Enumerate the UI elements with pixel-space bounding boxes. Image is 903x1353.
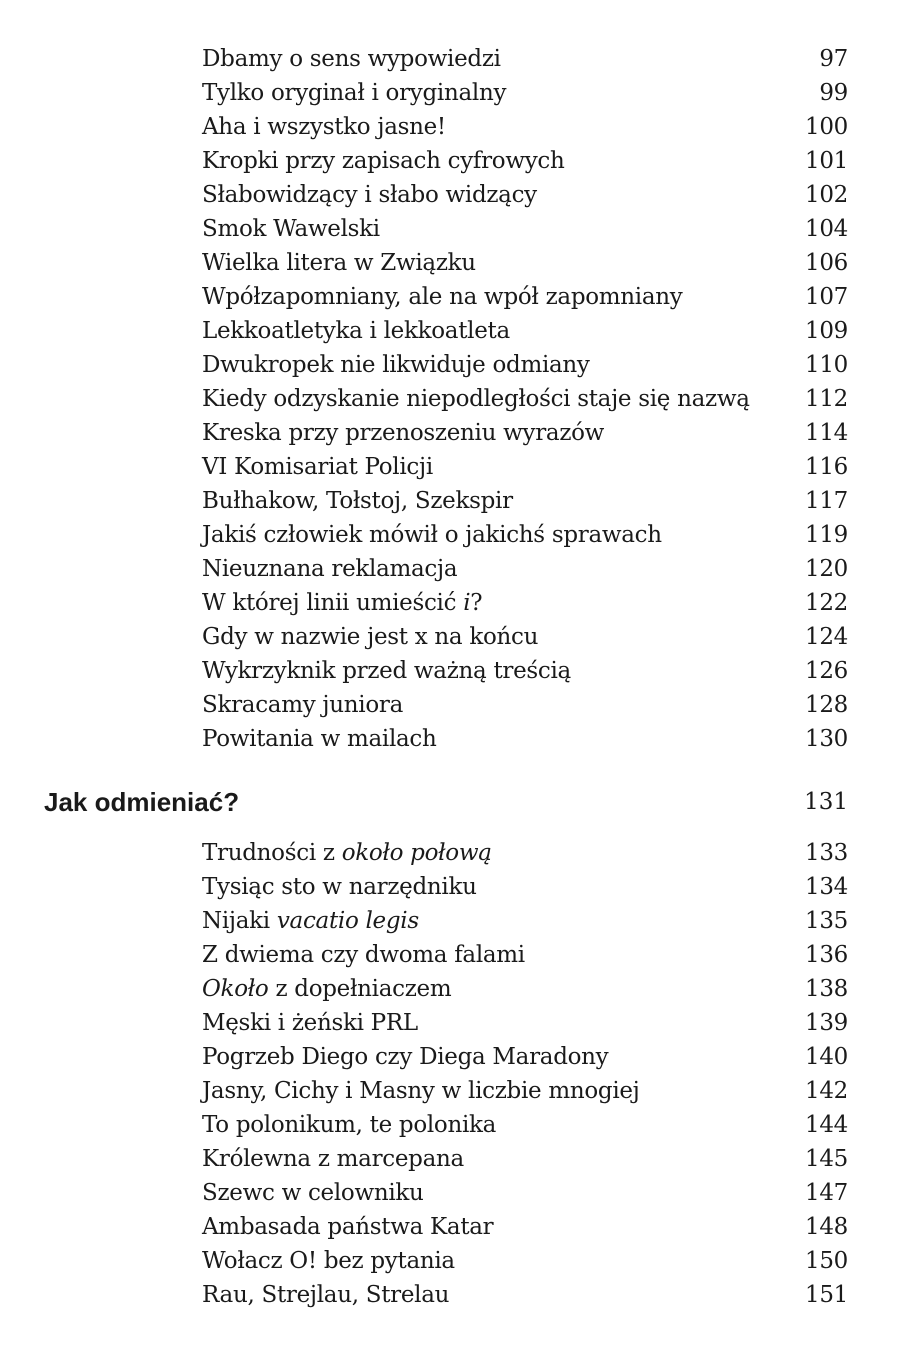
entry-page-number: 119 (805, 522, 848, 548)
toc-entry (202, 1244, 848, 1278)
entry-title: Smok Wawelski (202, 216, 380, 242)
entry-title: Wielka litera w Związku (202, 250, 476, 276)
entry-page-number: 124 (805, 624, 848, 650)
toc-entry (202, 178, 848, 212)
entry-page-number: 145 (805, 1146, 848, 1172)
entry-title: Aha i wszystko jasne! (202, 114, 446, 140)
entry-title: Gdy w nazwie jest x na końcu (202, 624, 539, 650)
entry-page-number: 102 (805, 182, 848, 208)
entry-title-text: W której linii umieścić (202, 590, 464, 616)
toc-entry (202, 246, 848, 280)
toc-entry (202, 1108, 848, 1142)
entry-page-number: 139 (805, 1010, 848, 1036)
toc-entry (202, 348, 848, 382)
toc-entry (202, 110, 848, 144)
entry-title: Powitania w mailach (202, 726, 437, 752)
entry-title: Skracamy juniora (202, 692, 403, 718)
entry-title: Tylko oryginał i oryginalny (202, 80, 507, 106)
chapter-title: Jak odmieniać? (44, 787, 240, 817)
entry-title: Kiedy odzyskanie niepodległości staje się nazwą (202, 386, 750, 412)
chapter-page-number: 131 (804, 789, 848, 815)
entry-page-number: 112 (805, 386, 848, 412)
entry-page-number: 134 (805, 874, 848, 900)
entry-page-number: 126 (805, 658, 848, 684)
entry-title: Bułhakow, Tołstoj, Szekspir (202, 488, 513, 514)
entry-page-number: 117 (805, 488, 848, 514)
entry-page-number: 135 (805, 908, 848, 934)
toc-entry (202, 688, 848, 722)
entry-title: Kreska przy przenoszeniu wyrazów (202, 420, 605, 446)
entry-title: VI Komisariat Policji (202, 454, 433, 480)
entry-page-number: 109 (805, 318, 848, 344)
entry-page-number: 114 (805, 420, 848, 446)
entry-title: Tysiąc sto w narzędniku (202, 874, 477, 900)
toc-entry (202, 42, 848, 76)
entry-title-text: Trudności z (202, 840, 342, 866)
toc-entry (202, 518, 848, 552)
entry-title (202, 972, 451, 1006)
chapter-heading (44, 783, 848, 821)
entry-page-number: 107 (805, 284, 848, 310)
toc-entry (202, 1278, 848, 1312)
entry-title: Dbamy o sens wypowiedzi (202, 46, 501, 72)
entry-title-italic: około połową (341, 840, 492, 866)
entry-title: Kropki przy zapisach cyfrowych (202, 148, 565, 174)
entry-title: Dwukropek nie likwiduje odmiany (202, 352, 590, 378)
toc-entry (202, 416, 848, 450)
toc-entry (202, 1142, 848, 1176)
entry-page-number: 97 (819, 46, 848, 72)
entry-title: Szewc w celowniku (202, 1180, 424, 1206)
entry-title-text: ? (470, 590, 483, 616)
entry-page-number: 99 (819, 80, 848, 106)
entry-page-number: 150 (805, 1248, 848, 1274)
toc-entry (202, 144, 848, 178)
entry-page-number: 120 (805, 556, 848, 582)
entry-title: Pogrzeb Diego czy Diega Maradony (202, 1044, 609, 1070)
toc-entry (202, 1176, 848, 1210)
entry-page-number: 100 (805, 114, 848, 140)
toc-entry (202, 212, 848, 246)
entry-title: Słabowidzący i słabo widzący (202, 182, 537, 208)
entry-page-number: 148 (805, 1214, 848, 1240)
toc-entry (202, 836, 848, 870)
entry-page-number: 116 (805, 454, 848, 480)
toc-entry (202, 76, 848, 110)
entry-title: Jasny, Cichy i Masny w liczbie mnogiej (202, 1078, 640, 1104)
entry-title: Królewna z marcepana (202, 1146, 464, 1172)
entry-page-number: 133 (805, 840, 848, 866)
entry-title: Wołacz O! bez pytania (202, 1248, 455, 1274)
entry-title: Rau, Strejlau, Strelau (202, 1282, 450, 1308)
toc-entry (202, 450, 848, 484)
entry-page-number: 136 (805, 942, 848, 968)
entry-title: Nieuznana reklamacja (202, 556, 458, 582)
entry-title: Lekkoatletyka i lekkoatleta (202, 318, 510, 344)
entry-title: To polonikum, te polonika (202, 1112, 497, 1138)
entry-page-number: 130 (805, 726, 848, 752)
toc-entry (202, 904, 848, 938)
entry-page-number: 151 (805, 1282, 848, 1308)
toc-entry (202, 552, 848, 586)
toc-entry (202, 586, 848, 620)
entry-title: Jakiś człowiek mówił o jakichś sprawach (202, 522, 662, 548)
entry-page-number: 106 (805, 250, 848, 276)
entry-page-number: 122 (805, 590, 848, 616)
entry-page-number: 142 (805, 1078, 848, 1104)
entry-page-number: 138 (805, 976, 848, 1002)
toc-entry (202, 1074, 848, 1108)
entry-page-number: 140 (805, 1044, 848, 1070)
entry-page-number: 101 (805, 148, 848, 174)
entry-title-italic: i (463, 590, 471, 616)
toc-entry (202, 484, 848, 518)
entry-page-number: 147 (805, 1180, 848, 1206)
entry-title: Z dwiema czy dwoma falami (202, 942, 525, 968)
toc-entry (202, 314, 848, 348)
entry-page-number: 144 (805, 1112, 848, 1138)
entry-title-italic: vacatio legis (276, 908, 419, 934)
toc-entry (202, 1006, 848, 1040)
toc-entry (202, 1210, 848, 1244)
entry-title: Męski i żeński PRL (202, 1010, 418, 1036)
entry-title (202, 586, 482, 620)
toc-entry (202, 938, 848, 972)
entry-title-text: Nijaki (202, 908, 277, 934)
toc-entry (202, 1040, 848, 1074)
toc-entry (202, 722, 848, 756)
entry-title: Ambasada państwa Katar (202, 1214, 494, 1240)
entry-page-number: 128 (805, 692, 848, 718)
entry-title: Wykrzyknik przed ważną treścią (202, 658, 571, 684)
entry-page-number: 110 (805, 352, 848, 378)
entry-title-text: z dopełniaczem (268, 976, 452, 1002)
toc-entry (202, 972, 848, 1006)
toc-entry (202, 280, 848, 314)
entry-title (202, 836, 492, 870)
toc-entry (202, 870, 848, 904)
entry-title-italic: Około (202, 976, 269, 1002)
entry-page-number: 104 (805, 216, 848, 242)
toc-entry (202, 382, 848, 416)
toc-entry (202, 620, 848, 654)
toc-entry (202, 654, 848, 688)
entry-title: Wpółzapomniany, ale na wpół zapomniany (202, 284, 683, 310)
entry-title (202, 904, 419, 938)
